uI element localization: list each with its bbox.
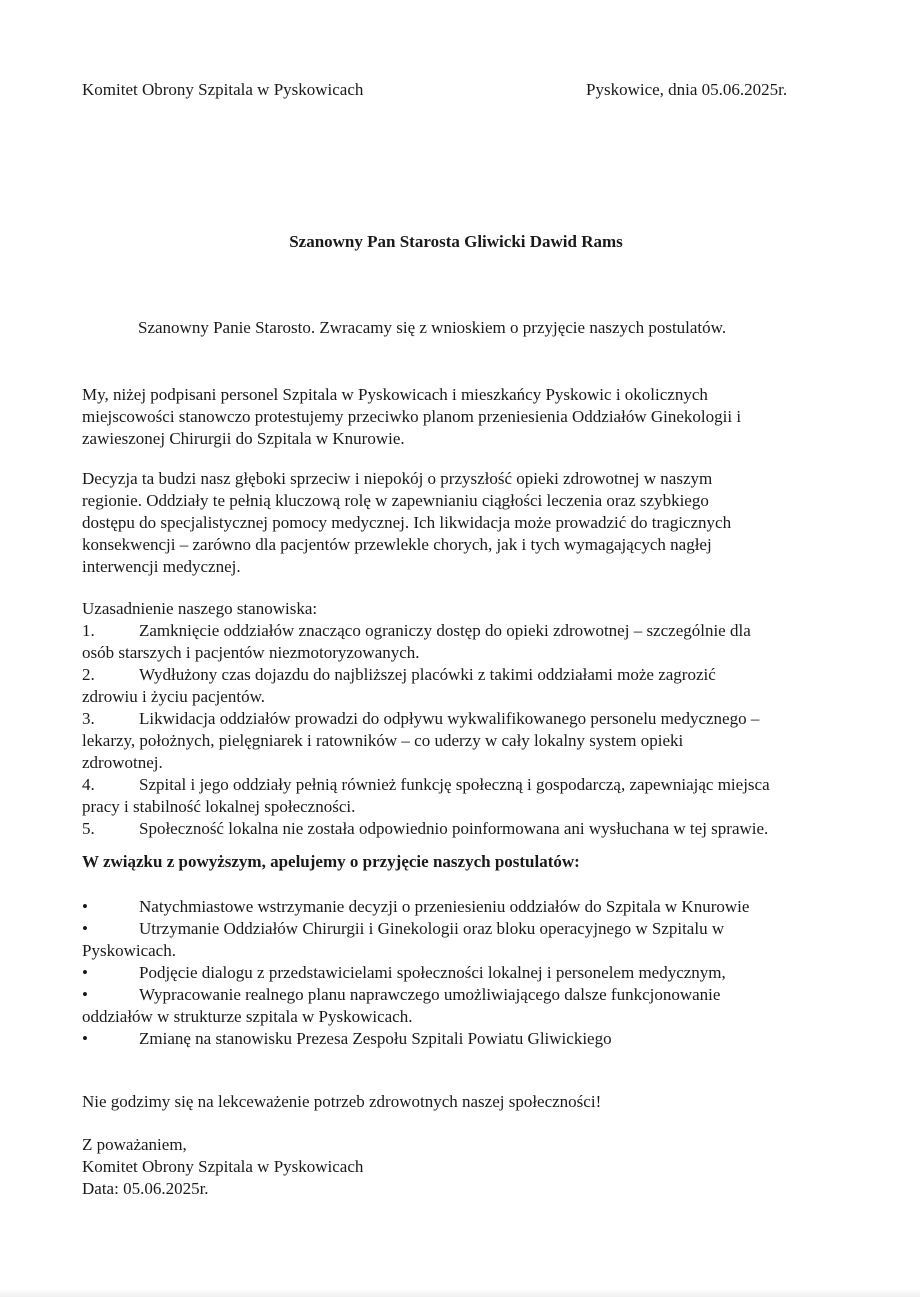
paragraph-concern	[82, 468, 842, 578]
reason-item	[82, 774, 842, 818]
page-edge	[0, 1289, 920, 1297]
reason-text-cont: lekarzy, położnych, pielęgniarek i ratowników – co uderzy w cały lokalny system opieki	[82, 731, 684, 750]
reason-text-cont: zdrowiu i życiu pacjentów.	[82, 687, 265, 706]
paragraph-line: regionie. Oddziały te pełnią kluczową rolę w zapewnianiu ciągłości leczenia oraz szybkiego	[82, 491, 709, 510]
paragraph-line: dostępu do specjalistycznej pomocy medycznej. Ich likwidacja może prowadzić do tragicznych	[82, 513, 732, 532]
bullet-icon: •	[82, 963, 88, 982]
reason-text-cont: osób starszych i pacjentów niezmotoryzowanych.	[82, 643, 420, 662]
paragraph-line: miejscowości stanowczo protestujemy przeciwko planom przeniesienia Oddziałów Ginekologii i	[82, 407, 742, 426]
place-date: Pyskowice, dnia 05.06.2025r.	[586, 80, 788, 99]
bullet-icon: •	[82, 897, 88, 916]
signature-date: Data: 05.06.2025r.	[82, 1179, 209, 1198]
postulate-text-cont: Pyskowicach.	[82, 941, 176, 960]
regards: Z poważaniem,	[82, 1135, 187, 1154]
sender-name: Komitet Obrony Szpitala w Pyskowicach	[82, 80, 364, 99]
reason-text: Szpital i jego oddziały pełnią również funkcję społeczną i gospodarczą, zapewniając miejsca	[139, 775, 770, 794]
reason-item	[82, 620, 842, 664]
postulate-text: Natychmiastowe wstrzymanie decyzji o przeniesieniu oddziałów do Szpitala w Knurowie	[139, 897, 750, 916]
reason-text-cont: zdrowotnej.	[82, 753, 163, 772]
reason-number: 4.	[82, 775, 95, 794]
paragraph-line: konsekwencji – zarówno dla pacjentów przewlekle chorych, jak i tych wymagających nagłej	[82, 535, 712, 554]
reason-text: Likwidacja oddziałów prowadzi do odpływu wykwalifikowanego personelu medycznego –	[139, 709, 760, 728]
reason-number: 1.	[82, 621, 95, 640]
postulate-text: Podjęcie dialogu z przedstawicielami społeczności lokalnej i personelem medycznym,	[139, 963, 726, 982]
reasons-heading: Uzasadnienie naszego stanowiska:	[82, 599, 318, 618]
postulate-text-cont: oddziałów w strukturze szpitala w Pyskowicach.	[82, 1007, 413, 1026]
postulate-item	[82, 962, 842, 984]
closing-statement: Nie godzimy się na lekceważenie potrzeb zdrowotnych naszej społeczności!	[82, 1092, 602, 1111]
reason-number: 3.	[82, 709, 95, 728]
reason-text: Wydłużony czas dojazdu do najbliższej placówki z takimi oddziałami może zagrozić	[139, 665, 716, 684]
paragraph-line: My, niżej podpisani personel Szpitala w Pyskowicach i mieszkańcy Pyskowic i okolicznych	[82, 385, 708, 404]
greeting: Szanowny Panie Starosto. Zwracamy się z wnioskiem o przyjęcie naszych postulatów.	[138, 318, 727, 337]
addressee: Szanowny Pan Starosta Gliwicki Dawid Rams	[289, 232, 623, 251]
reason-text-cont: pracy i stabilność lokalnej społeczności.	[82, 797, 356, 816]
postulate-text: Wypracowanie realnego planu naprawczego umożliwiającego dalsze funkcjonowanie	[139, 985, 721, 1004]
postulate-item	[82, 984, 842, 1028]
signature-org: Komitet Obrony Szpitala w Pyskowicach	[82, 1157, 364, 1176]
postulate-item	[82, 896, 842, 918]
reason-text: Społeczność lokalna nie została odpowiednio poinformowana ani wysłuchana w tej sprawie.	[139, 819, 769, 838]
postulate-text: Zmianę na stanowisku Prezesa Zespołu Szpitali Powiatu Gliwickiego	[139, 1029, 612, 1048]
paragraph-line: zawieszonej Chirurgii do Szpitala w Knurowie.	[82, 429, 405, 448]
bullet-icon: •	[82, 919, 88, 938]
postulate-text: Utrzymanie Oddziałów Chirurgii i Ginekologii oraz bloku operacyjnego w Szpitalu w	[139, 919, 725, 938]
reason-item	[82, 664, 842, 708]
bullet-icon: •	[82, 985, 88, 1004]
paragraph-protest	[82, 384, 842, 450]
paragraph-line: interwencji medycznej.	[82, 557, 241, 576]
reason-item	[82, 818, 842, 840]
paragraph-line: Decyzja ta budzi nasz głęboki sprzeciw i niepokój o przyszłość opieki zdrowotnej w naszym	[82, 469, 713, 488]
reason-item	[82, 708, 842, 774]
reason-text: Zamknięcie oddziałów znacząco ograniczy dostęp do opieki zdrowotnej – szczególnie dla	[139, 621, 751, 640]
reason-number: 5.	[82, 819, 95, 838]
reason-number: 2.	[82, 665, 95, 684]
postulate-item	[82, 918, 842, 962]
appeal-heading: W związku z powyższym, apelujemy o przyjęcie naszych postulatów:	[82, 852, 580, 871]
postulates-list	[82, 896, 842, 1050]
reasons-section	[82, 598, 842, 840]
postulate-item	[82, 1028, 842, 1050]
bullet-icon: •	[82, 1029, 88, 1048]
signature-block	[82, 1134, 363, 1200]
